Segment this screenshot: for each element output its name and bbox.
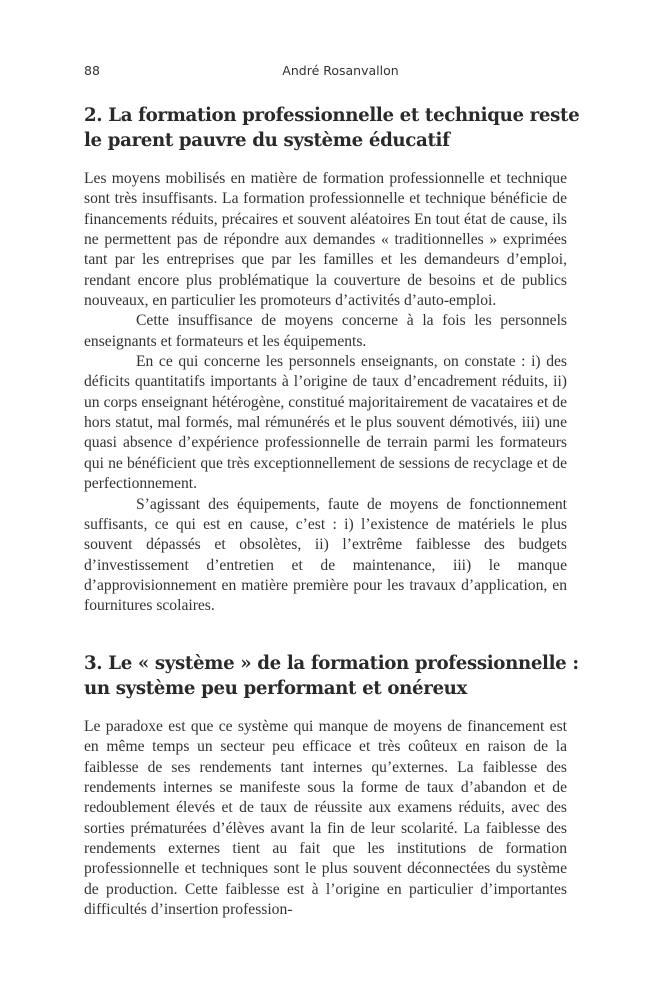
page-number: 88 (84, 63, 100, 78)
running-title-author: André Rosanvallon (282, 63, 399, 78)
paragraph: S’agissant des équipements, faute de moyens de fonctionnement suffisants, ce qui est en cause, c’est : i) l’existence de matériels le plus souvent dépassés et obsolètes, ii) l’extrême faiblesse des budgets d’investissement d’entretien et de maintenance, iii) le manque d’approvisionnement en matière première pour les travaux d’application, en fournitures scolaires. (84, 495, 567, 615)
section-2-body (84, 169, 567, 617)
section-3-body (84, 717, 567, 920)
running-head (84, 63, 567, 81)
paragraph: Cette insuffisance de moyens concerne à la fois les personnels enseignants et formateurs et les équipements. (84, 312, 567, 350)
section-3-heading: 3. Le « système » de la formation professionnelle : un système peu performant et onéreux (84, 653, 579, 699)
paragraph: Le paradoxe est que ce système qui manque de moyens de financement est en même temps un secteur peu efficace et très coûteux en raison de la faiblesse de ses rendements tant internes qu’externes. La faiblesse des rendements internes se manifeste sous la forme de taux d’abandon et de redoublement élevés et de taux de réussite aux examens réduits, avec des sorties prématurées d’élèves avant la fin de leur scolarité. La faiblesse des rendements externes tient au fait que les institutions de formation professionnelle et techniques sont le plus souvent déconnectées du système de production. Cette faiblesse est à l’origine en particulier d’importantes difficultés d’insertion profession- (84, 718, 567, 919)
section-2-heading: 2. La formation professionnelle et technique reste le parent pauvre du système éducatif (84, 105, 580, 151)
paragraph: Les moyens mobilisés en matière de formation professionnelle et technique sont très insuffisants. La formation professionnelle et technique bénéficie de financements réduits, précaires et souvent aléatoires En tout état de cause, ils ne permettent pas de répondre aux demandes « traditionnelles » exprimées tant par les entreprises que par les familles et les demandeurs d’emploi, rendant encore plus problématique la couverture de besoins et de publics nouveaux, en particulier les promoteurs d’activités d’auto-emploi. (84, 170, 567, 310)
paragraph: En ce qui concerne les personnels enseignants, on constate : i) des déficits quantitatifs importants à l’origine de taux d’encadrement réduits, ii) un corps enseignant hétérogène, constitué majoritairement de vacataires et de hors statut, mal formés, mal rémunérés et le plus souvent démotivés, iii) une quasi absence d’expérience professionnelle de terrain parmi les formateurs qui ne bénéficient que très exceptionnellement de sessions de recyclage et de perfectionnement. (84, 353, 567, 493)
